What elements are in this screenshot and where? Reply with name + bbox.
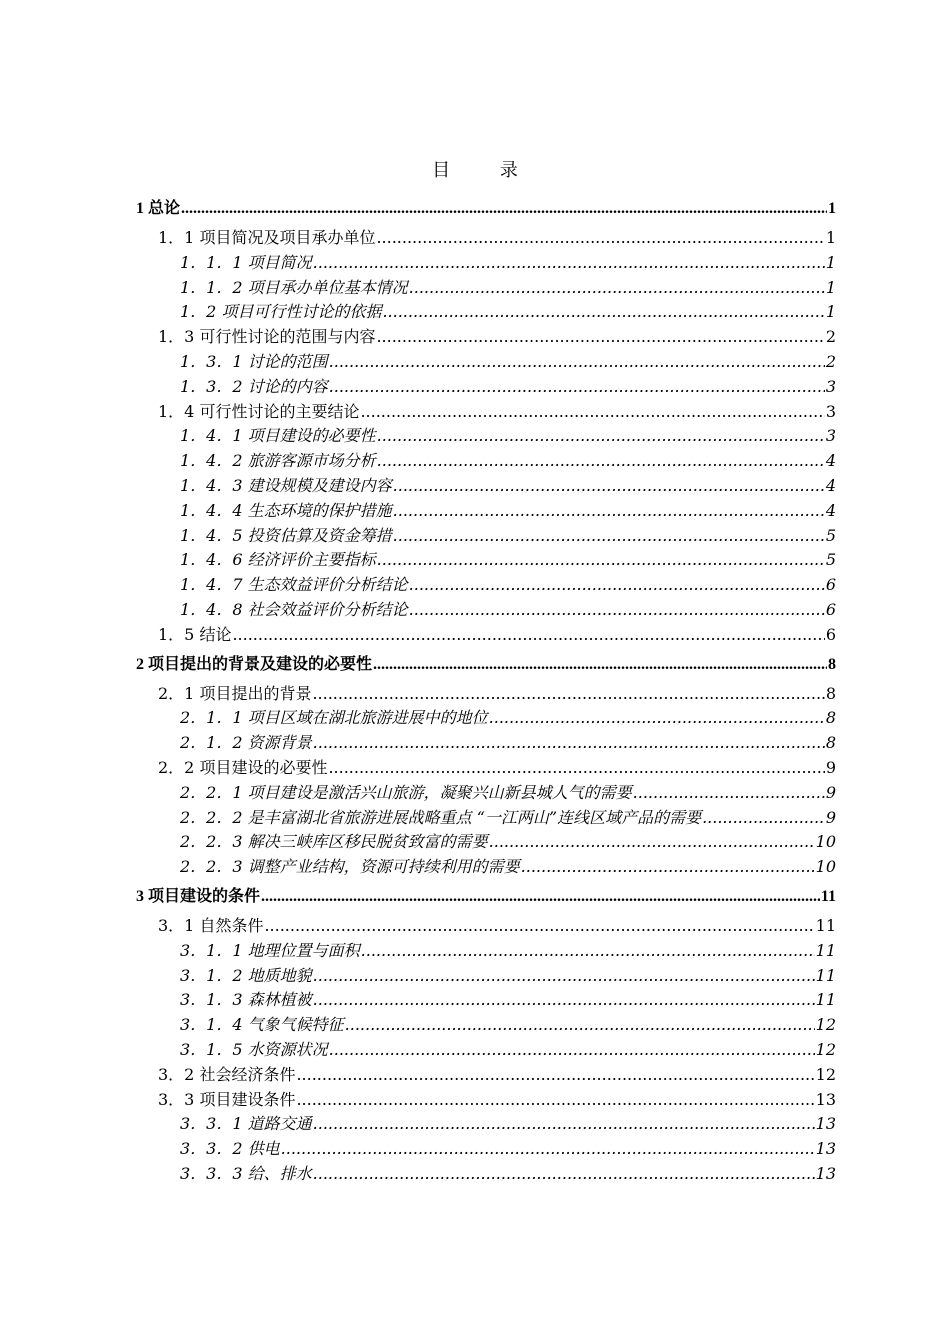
toc-entry-level-3[interactable] [136,375,836,400]
toc-entry-label: 2．1．1 项目区域在湖北旅游进展中的地位 [180,708,488,728]
toc-entry-label: 1．4．4 生态环境的保护措施 [180,500,392,520]
toc-page-number: 1 [825,228,836,247]
toc-entry-label: 3．3 项目建设条件 [158,1089,296,1109]
toc-dot-leader [313,988,815,1013]
toc-page-number: 11 [815,915,836,935]
toc-dot-leader [313,731,825,756]
toc-page-number: 4 [825,451,836,471]
toc-entry-level-3[interactable] [136,251,836,276]
toc-entry-level-1[interactable] [136,880,836,914]
toc-entry-level-3[interactable] [136,1162,836,1187]
toc-dot-leader [281,1137,815,1162]
toc-dot-leader [312,682,824,707]
toc-entry-level-3[interactable] [136,964,836,989]
toc-entry-level-3[interactable] [136,830,836,855]
toc-entry-level-1[interactable] [136,192,836,226]
toc-entry-label: 1．2 项目可行性讨论的依据 [180,302,382,322]
toc-entry-level-3[interactable] [136,548,836,573]
toc-page-number: 8 [825,733,836,753]
toc-entry-level-3[interactable] [136,573,836,598]
toc-entry-label: 1．4 可行性讨论的主要结论 [158,401,360,421]
toc-entry-level-3[interactable] [136,806,836,831]
toc-dot-leader [329,1038,815,1063]
toc-entry-label: 1．3．2 讨论的内容 [180,376,328,396]
toc-entry-label: 1．5 结论 [158,624,232,644]
toc-entry-label: 3．2 社会经济条件 [158,1064,296,1084]
toc-dot-leader [409,573,825,598]
toc-page-number: 1 [828,200,836,217]
toc-dot-leader [296,1088,814,1113]
toc-entry-level-2[interactable] [136,682,836,707]
toc-dot-leader [360,400,824,425]
toc-dot-leader [376,226,824,251]
toc-entry-level-3[interactable] [136,781,836,806]
toc-entry-level-2[interactable] [136,1063,836,1088]
toc-page-number: 8 [828,655,836,673]
toc-dot-leader [181,192,827,226]
toc-entry-level-3[interactable] [136,474,836,499]
toc-dot-leader [489,830,815,855]
toc-page-number: 3 [825,401,836,421]
toc-dot-leader [232,623,824,648]
toc-dot-leader [373,648,827,682]
toc-dot-leader [329,350,825,375]
toc-entry-label: 3．3．3 给、排水 [180,1163,312,1183]
toc-dot-leader [409,598,825,623]
toc-entry-label: 2．2．1 项目建设是激活兴山旅游，凝聚兴山新县城人气的需要 [180,782,632,802]
toc-entry-level-3[interactable] [136,988,836,1013]
toc-entry-level-2[interactable] [136,400,836,425]
toc-entry-level-2[interactable] [136,325,836,350]
toc-entry-label: 1．4．5 投资估算及资金筹措 [180,525,392,545]
toc-page-number: 1 [825,252,836,272]
toc-page-number: 5 [825,550,836,570]
toc-dot-leader [313,964,815,989]
toc-entry-level-3[interactable] [136,1137,836,1162]
toc-entry-label: 2．2．2 是丰富湖北省旅游进展战略重点 “一江两山”连线区域产品的需要 [180,807,702,827]
toc-entry-level-3[interactable] [136,300,836,325]
toc-entry-label: 3．3．1 道路交通 [180,1114,312,1134]
toc-entry-label: 1 总论 [136,200,181,217]
toc-dot-leader [345,1013,815,1038]
toc-entry-label: 2．2．3 调整产业结构，资源可持续利用的需要 [180,857,520,877]
toc-entry-label: 1．4．3 建设规模及建设内容 [180,475,392,495]
toc-entry-label: 1．3 可行性讨论的范围与内容 [158,327,376,347]
toc-entry-level-3[interactable] [136,1013,836,1038]
toc-page-number: 9 [825,807,836,827]
toc-dot-leader [377,449,825,474]
toc-page-number: 12 [815,1064,836,1084]
toc-entry-level-3[interactable] [136,424,836,449]
toc-entry-label: 1．4．7 生态效益评价分析结论 [180,575,408,595]
toc-entry-level-3[interactable] [136,499,836,524]
toc-dot-leader [377,548,825,573]
toc-entry-level-3[interactable] [136,855,836,880]
toc-entry-label: 2．1 项目提出的背景 [158,683,312,703]
toc-page-number: 9 [825,782,836,802]
toc-entry-label: 3．1．4 气象气候特征 [180,1015,344,1035]
toc-entry-label: 1．3．1 讨论的范围 [180,351,328,371]
toc-page-number: 11 [815,990,836,1010]
toc-entry-label: 1．4．1 项目建设的必要性 [180,426,376,446]
toc-entry-label: 3．1．2 地质地貌 [180,965,312,985]
toc-page-number: 2 [825,327,836,347]
toc-entry-label: 1．1 项目简况及项目承办单位 [158,228,376,247]
toc-dot-leader [393,499,825,524]
toc-page-number: 6 [825,599,836,619]
toc-entry-level-2[interactable] [136,1088,836,1113]
toc-entry-level-2[interactable] [136,756,836,781]
toc-entry-label: 1．1．1 项目简况 [180,252,312,272]
toc-entry-label: 3．1．3 森林植被 [180,990,312,1010]
toc-dot-leader [328,756,824,781]
toc-page-number: 4 [825,475,836,495]
toc-entry-level-2[interactable] [136,226,836,251]
toc-page-number: 6 [825,575,836,595]
toc-entry-label: 2 项目提出的背景及建设的必要性 [136,655,373,673]
toc-page-number: 1 [825,302,836,322]
toc-title: 目 录 [432,160,540,181]
toc-entry-level-3[interactable] [136,1038,836,1063]
toc-dot-leader [393,524,825,549]
toc-page-number: 13 [815,1139,836,1159]
toc-entry-level-3[interactable] [136,1112,836,1137]
toc-dot-leader [377,424,825,449]
toc-entry-label: 2．2．3 解决三峡库区移民脱贫致富的需要 [180,832,488,852]
toc-page-number: 13 [815,1089,836,1109]
toc-entry-label: 2．2 项目建设的必要性 [158,757,328,777]
toc-page-number: 13 [815,1163,836,1183]
toc-entry-label: 1．4．6 经济评价主要指标 [180,550,376,570]
toc-dot-leader [361,939,815,964]
toc-entry-label: 3．1．1 地理位置与面积 [180,940,360,960]
toc-page-number: 5 [825,525,836,545]
toc-dot-leader [296,1063,814,1088]
toc-entry-label: 1．4．8 社会效益评价分析结论 [180,599,408,619]
toc-page-number: 3 [825,426,836,446]
toc-entry-label: 3．3．2 供电 [180,1139,280,1159]
toc-entry-level-2[interactable] [136,914,836,939]
toc-entry-label: 2．1．2 资源背景 [180,733,312,753]
toc-dot-leader [313,1162,815,1187]
toc-dot-leader [382,300,824,325]
toc-page-number: 8 [825,708,836,728]
toc-page-number: 2 [825,351,836,371]
toc-page-number: 11 [815,965,836,985]
toc-entry-label: 3．1．5 水资源状况 [180,1039,328,1059]
toc-page-number: 12 [815,1015,836,1035]
toc-entry-label: 3．1 自然条件 [158,915,264,935]
toc-entry-level-3[interactable] [136,350,836,375]
toc-page-number: 9 [825,757,836,777]
toc-page-number: 12 [815,1039,836,1059]
toc-dot-leader [261,880,820,914]
toc-dot-leader [329,375,825,400]
toc-entry-level-3[interactable] [136,449,836,474]
toc-page-number: 11 [820,887,836,905]
toc-entry-level-2[interactable] [136,623,836,648]
toc-dot-leader [313,1112,815,1137]
toc-dot-leader [313,251,825,276]
toc-dot-leader [633,781,825,806]
toc-dot-leader [393,474,825,499]
toc-dot-leader [702,806,825,831]
toc-entry-level-3[interactable] [136,939,836,964]
toc-dot-leader [489,706,825,731]
toc-entry-level-3[interactable] [136,524,836,549]
toc-entry-level-3[interactable] [136,706,836,731]
toc-page-number: 10 [815,857,836,877]
toc-entry-level-3[interactable] [136,276,836,301]
toc-dot-leader [521,855,815,880]
toc-page-number: 4 [825,500,836,520]
toc-page-number: 10 [815,832,836,852]
table-of-contents [136,192,836,1187]
toc-entry-label: 1．4．2 旅游客源市场分析 [180,451,376,471]
toc-dot-leader [264,914,814,939]
toc-entry-label: 1．1．2 项目承办单位基本情况 [180,277,408,297]
toc-entry-level-3[interactable] [136,731,836,756]
toc-page-number: 11 [815,940,836,960]
toc-page-number: 1 [825,277,836,297]
toc-entry-label: 3 项目建设的条件 [136,887,261,905]
toc-page-number: 3 [825,376,836,396]
toc-dot-leader [376,325,824,350]
toc-entry-level-3[interactable] [136,598,836,623]
toc-dot-leader [409,276,825,301]
toc-page-number: 13 [815,1114,836,1134]
toc-entry-level-1[interactable] [136,648,836,682]
toc-page-number: 8 [825,683,836,703]
toc-page-number: 6 [825,624,836,644]
